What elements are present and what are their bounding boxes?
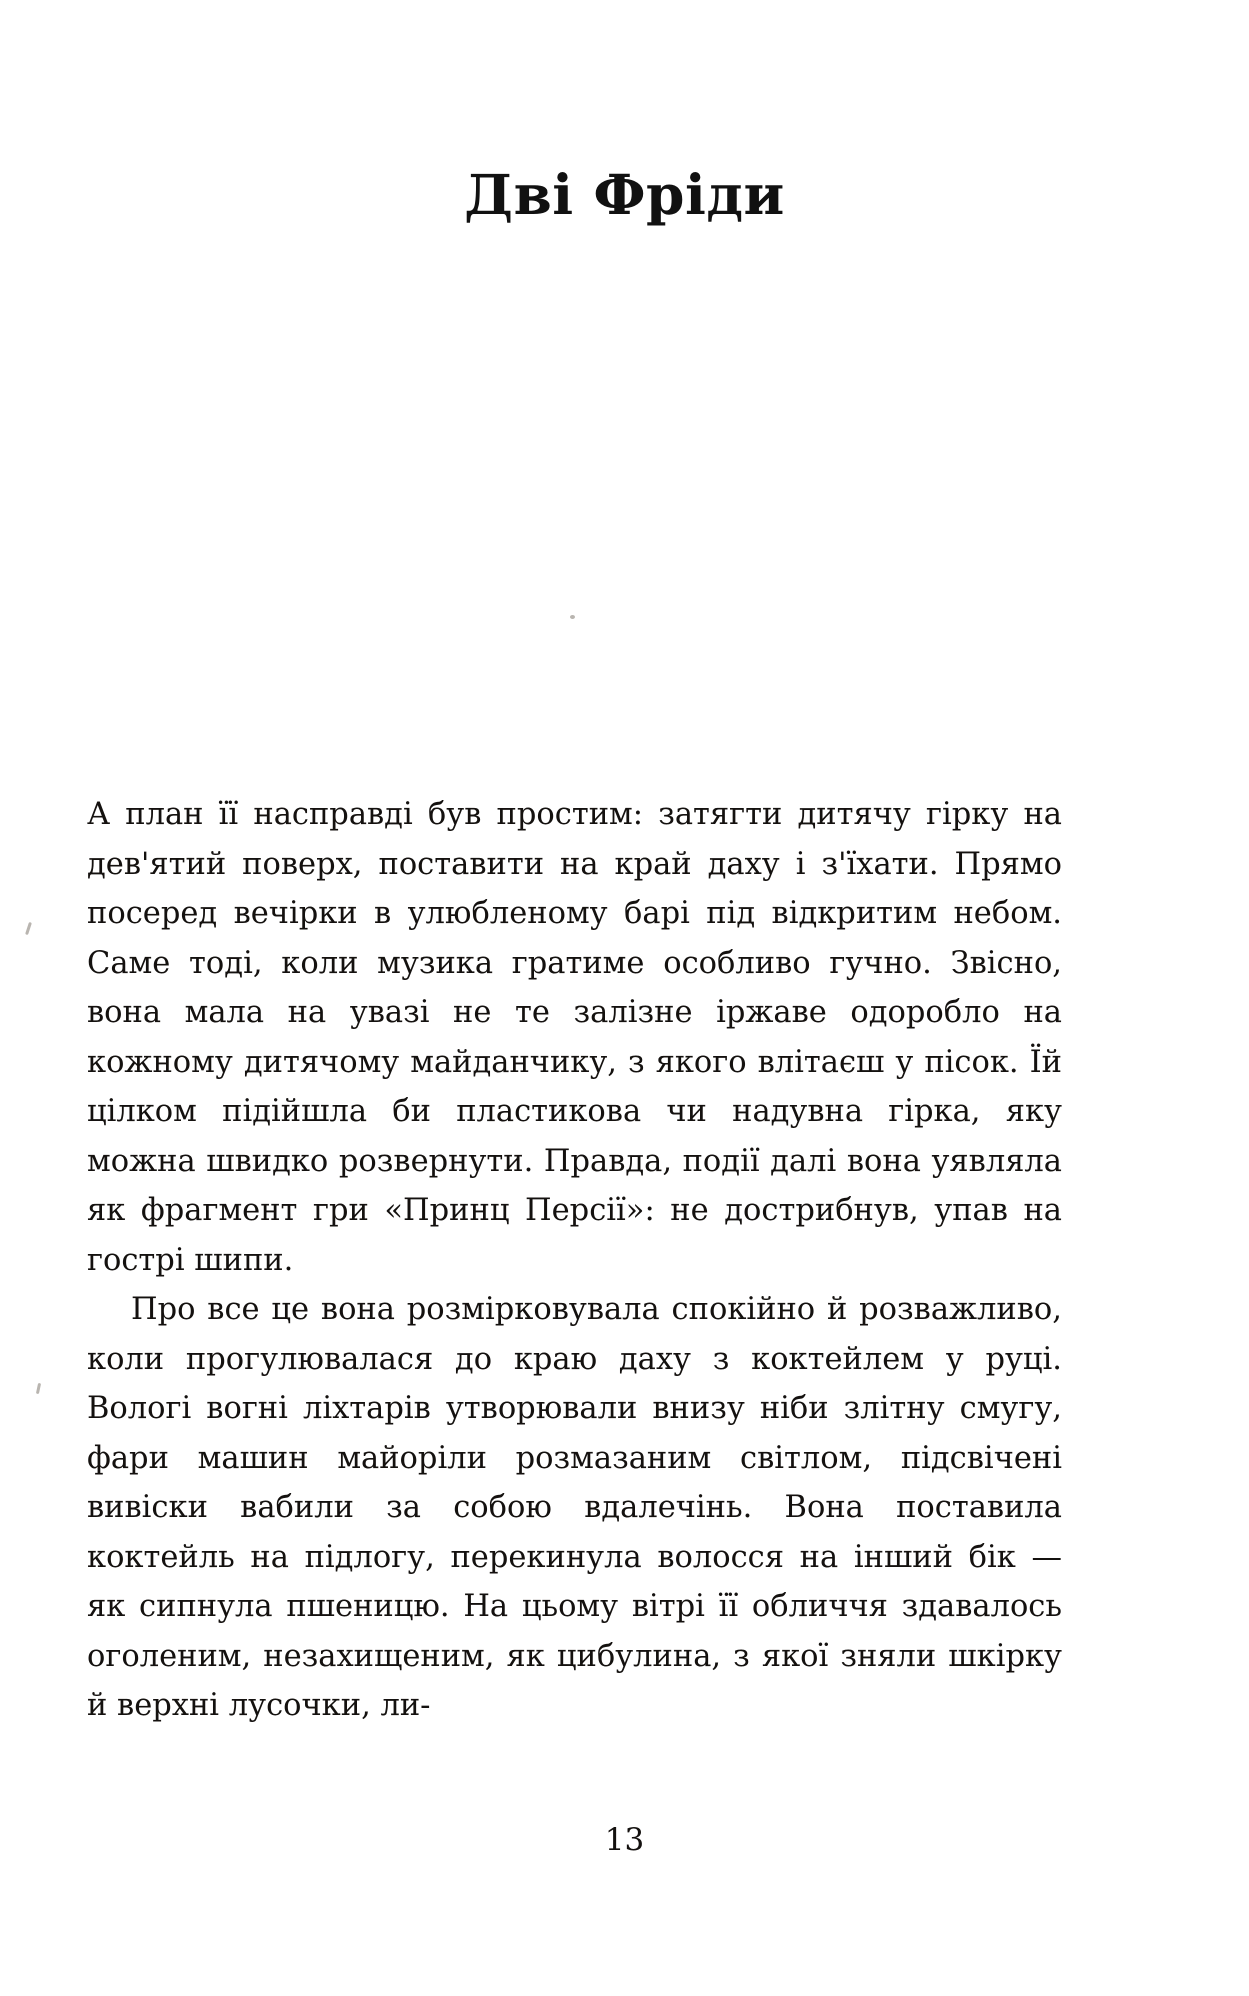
paper-speck (36, 1383, 41, 1394)
chapter-title: Дві Фріди (464, 161, 785, 227)
body-text (87, 790, 1062, 1731)
paragraph: А план її насправді був простим: затягти дитячу гірку на дев'ятий поверх, поставити на край даху і з'їхати. Прямо посеред вечірки в улюбленому барі під відкритим небом. Саме тоді, коли музика гратиме особливо гучно. Звісно, вона мала на увазі не те залізне іржаве одоробло на кожному дитячому майданчику, з якого влітаєш у пісок. Їй цілком підійшла би пластикова чи надувна гірка, яку можна швидко розвернути. Правда, події далі вона уявляла як фрагмент гри «Принц Персії»: не дострибнув, упав на гострі шипи. (87, 797, 1062, 1278)
paper-speck (25, 922, 32, 935)
paragraph: Про все це вона розмірковувала спокійно й розважливо, коли прогулювалася до краю даху з коктейлем у руці. Вологі вогні ліхтарів утворювали внизу ніби злітну смугу, фари машин майоріли розмазаним світлом, підсвічені вивіски вабили за собою вдалечінь. Вона поставила коктейль на підлогу, перекинула волосся на інший бік — як сипнула пшеницю. На цьому вітрі її обличчя здавалось оголеним, незахищеним, як цибулина, з якої зняли шкірку й верхні лусочки, ли- (87, 1292, 1062, 1723)
paper-speck (570, 615, 575, 619)
page-number: 13 (604, 1822, 645, 1858)
